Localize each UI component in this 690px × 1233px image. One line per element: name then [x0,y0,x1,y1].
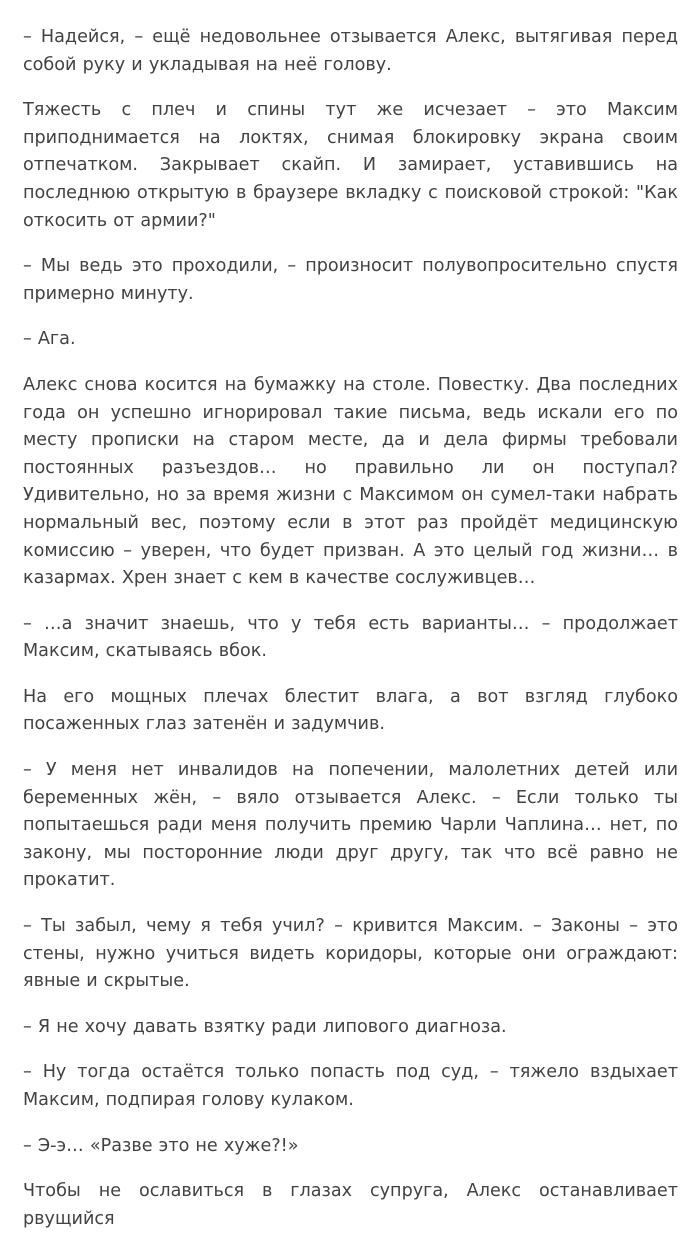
paragraph-7: На его мощных плечах блестит влага, а вот взгляд глубоко посаженных глаз затенён и задумчив. [23,686,678,735]
paragraph-11: – Ну тогда остаётся только попасть под суд, – тяжело вздыхает Максим, подпирая голову кулаком. [23,1062,678,1110]
paragraph-8: – У меня нет инвалидов на попечении, малолетних детей или беременных жён, – вяло отзывается Алекс. – Если только ты попытаешься ради меня получить премию Чарли Чаплина… нет, по закону, мы посторонние люди друг другу, так что всё равно не прокатит. [23,760,678,891]
paragraph-9: – Ты забыл, чему я тебя учил? – кривится Максим. – Законы – это стены, нужно учиться видеть коридоры, которые они ограждают: явные и скрытые. [23,916,678,992]
paragraph-3: – Мы ведь это проходили, – произносит полувопросительно спустя примерно минуту. [23,256,678,304]
paragraph-2: Тяжесть с плеч и спины тут же исчезает – это Максим приподнимается на локтях, снимая блокировку экрана своим отпечатком. Закрывает скайп. И замирает, уставившись на последнюю открытую в браузере вкладку с поисковой строкой: "Как откосить от армии?" [23,100,678,231]
paragraph-6: – …а значит знаешь, что у тебя есть варианты… – продолжает Максим, скатываясь вбок. [23,613,678,662]
paragraph-10: – Я не хочу давать взятку ради липового диагноза. [23,1016,507,1037]
paragraph-12: – Э-э… «Разве это не хуже?!» [23,1135,299,1156]
paragraph-5: Алекс снова косится на бумажку на столе. Повестку. Два последних года он успешно игнорировал такие письма, ведь искали его по месту прописки на старом месте, да и дела фирмы требовали постоянных разъездов… но правильно ли он поступал? Удивительно, но за время жизни с Максимом он сумел-таки набрать нормальный вес, поэтому если в этот раз пройдёт медицинскую комиссию – уверен, что будет призван. А это целый год жизни… в казармах. Хрен знает с кем в качестве сослуживцев… [23,374,678,589]
paragraph-1: – Надейся, – ещё недовольнее отзывается Алекс, вытягивая перед собой руку и укладывая на неё голову. [23,27,678,75]
paragraph-4: – Ага. [23,329,76,350]
paragraph-13: Чтобы не ославиться в глазах супруга, Алекс останавливает рвущийся [23,1181,678,1229]
